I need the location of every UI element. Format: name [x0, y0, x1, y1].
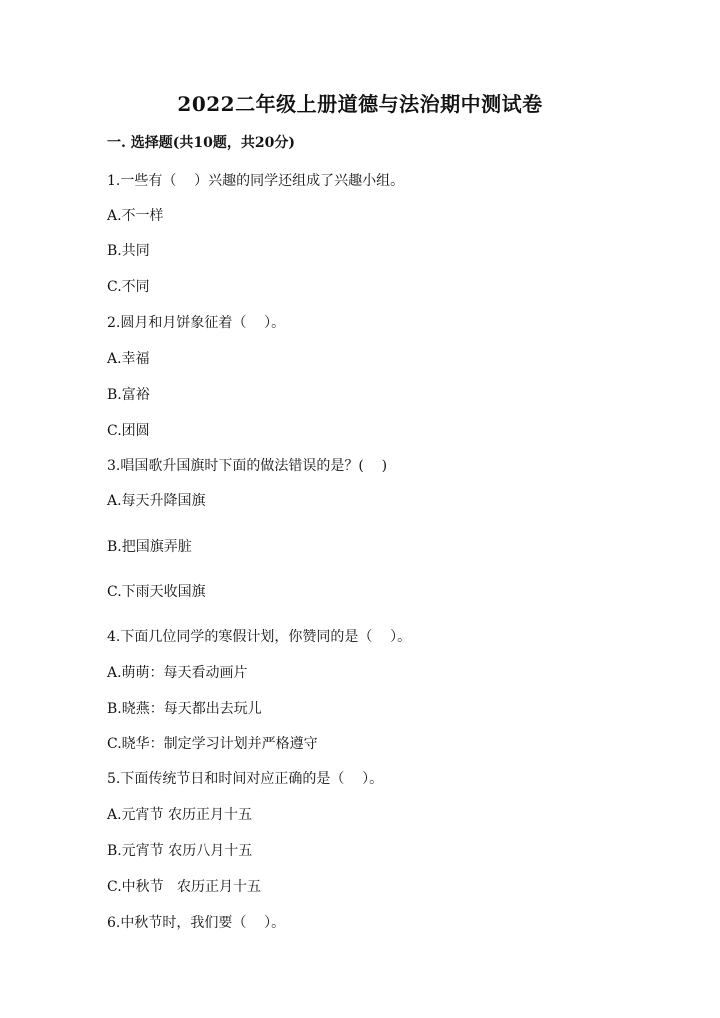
option-line: A.幸福 [107, 351, 150, 367]
option-line: C.团圆 [107, 423, 150, 439]
option-line: B.元宵节 农历八月十五 [107, 843, 253, 859]
option-line: B.富裕 [107, 387, 150, 403]
option-line: C.中秋节 农历正月十五 [107, 879, 262, 895]
page-title: 2022二年级上册道德与法治期中测试卷 [177, 92, 543, 116]
option-line: C.晓华：制定学习计划并严格遵守 [107, 736, 318, 752]
option-line: A.萌萌：每天看动画片 [107, 665, 248, 681]
option-line: B.晓燕：每天都出去玩儿 [107, 701, 262, 717]
option-line: B.共同 [107, 243, 150, 259]
question-line: 2.圆月和月饼象征着（ ）。 [107, 315, 286, 331]
option-line: A.不一样 [107, 208, 164, 224]
option-line: A.每天升降国旗 [107, 493, 206, 509]
option-line: A.元宵节 农历正月十五 [107, 807, 253, 823]
question-line: 1.一些有（ ）兴趣的同学还组成了兴趣小组。 [107, 173, 405, 189]
question-line: 4.下面几位同学的寒假计划，你赞同的是（ ）。 [107, 629, 412, 645]
option-line: B.把国旗弄脏 [107, 539, 192, 555]
option-line: C.下雨天收国旗 [107, 584, 206, 600]
question-line: 3.唱国歌升国旗时下面的做法错误的是？( ) [107, 458, 388, 474]
question-line: 6.中秋节时，我们要（ ）。 [107, 915, 286, 931]
section-heading: 一. 选择题(共10题，共20分) [107, 135, 295, 151]
question-line: 5.下面传统节日和时间对应正确的是（ ）。 [107, 771, 384, 787]
option-line: C.不同 [107, 279, 150, 295]
